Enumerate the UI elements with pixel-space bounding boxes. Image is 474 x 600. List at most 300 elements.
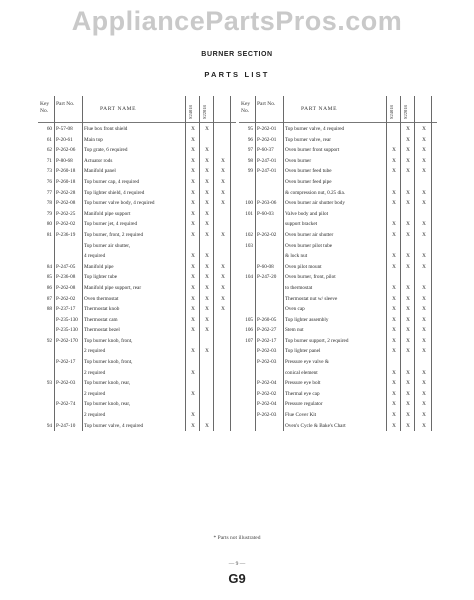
key-cell: 101	[245, 210, 253, 217]
key-cell: 78	[46, 200, 52, 207]
part-name-cell: Top lighter tube	[84, 274, 118, 281]
model-2-mark: X	[205, 306, 209, 313]
model-3-mark: X	[221, 178, 225, 185]
key-cell: 86	[46, 284, 52, 291]
part-name-cell: Flue box front shield	[84, 126, 128, 132]
model-1-mark: X	[191, 210, 195, 217]
table-row	[38, 283, 236, 294]
model-2-mark: X	[406, 412, 410, 419]
part-name-cell: Manifold pipe support	[84, 210, 131, 217]
table-row	[239, 357, 437, 368]
table-row	[239, 378, 437, 389]
key-cell: 61	[46, 136, 52, 143]
table-row	[239, 346, 437, 357]
model-2-mark: X	[406, 295, 410, 302]
part-name-cell: & compression nut, 0.25 dia.	[285, 189, 346, 196]
model-3-mark: X	[422, 263, 426, 270]
model-2-mark: X	[205, 253, 209, 260]
model-2-mark: X	[205, 422, 209, 429]
table-row	[38, 251, 236, 262]
part-name-cell: Top burner knob, rear,	[84, 380, 131, 387]
model-2-mark: X	[406, 189, 410, 196]
part-name-cell: Valve body and pilot	[285, 210, 329, 217]
part-number-cell: P-262-02	[257, 231, 277, 238]
part-number-cell: P-247-20	[257, 274, 277, 281]
part-number-cell: P-262-04	[257, 380, 277, 387]
table-row	[38, 198, 236, 209]
table-row	[239, 124, 437, 135]
model-1-mark: X	[191, 136, 195, 143]
table-row	[38, 357, 236, 368]
table-row	[38, 241, 236, 252]
table-header	[38, 96, 236, 123]
model-1-mark: X	[392, 284, 396, 291]
model-2-mark: X	[205, 316, 209, 323]
part-name-cell: conical element	[285, 369, 318, 376]
model-2-mark: X	[406, 231, 410, 238]
table-row	[38, 399, 236, 410]
part-number-cell: P-263-06	[257, 200, 277, 207]
part-name-cell: 2 required	[84, 390, 106, 397]
parts-rows-right	[239, 124, 437, 431]
table-row	[239, 421, 437, 432]
table-row	[239, 272, 437, 283]
model-2-mark: X	[406, 316, 410, 323]
model-2-mark: X	[205, 168, 209, 175]
key-cell: 105	[245, 316, 253, 323]
model-3-mark: X	[221, 157, 225, 164]
model-1-mark: X	[191, 157, 195, 164]
part-number-cell: P-260-18	[56, 178, 76, 185]
table-row	[239, 399, 437, 410]
part-number-cell: P-262-25	[56, 210, 76, 217]
model-2-mark: X	[205, 210, 209, 217]
model-1-mark: X	[191, 348, 195, 355]
part-name-cell: Oven burner pilot tube	[285, 242, 333, 249]
model-1-mark: X	[191, 422, 195, 429]
part-number-cell: P-260-05	[257, 316, 277, 323]
key-cell: 93	[46, 380, 52, 387]
part-number-cell: P-247-10	[56, 422, 76, 429]
table-row	[239, 156, 437, 167]
table-row	[239, 198, 437, 209]
key-cell: 77	[46, 189, 52, 196]
page-number: — 9 —	[228, 561, 246, 567]
part-name-cell: Top burner support, 2 required	[285, 337, 349, 344]
key-cell: 79	[46, 210, 52, 217]
model-2-mark: X	[406, 390, 410, 397]
model-2-mark: X	[205, 147, 209, 154]
table-row	[38, 389, 236, 400]
model-1-mark: X	[191, 178, 195, 185]
table-row	[38, 135, 236, 146]
part-number-cell: P-60-37	[257, 147, 274, 154]
part-name-cell: Top lighter assembly	[285, 316, 329, 323]
model-3-mark: X	[422, 157, 426, 164]
model-1-mark: X	[191, 327, 195, 334]
table-row	[38, 315, 236, 326]
part-name-cell: Top burner valve, 4 required	[84, 422, 144, 429]
key-cell: 95	[247, 126, 253, 132]
table-row	[38, 219, 236, 230]
header-model-1: S24018	[389, 105, 394, 119]
part-name-cell: to thermostat	[285, 284, 313, 291]
section-title: BURNER SECTION	[201, 51, 273, 58]
key-cell: 106	[245, 327, 253, 334]
table-row	[38, 421, 236, 432]
part-name-cell: Top grate, 6 required	[84, 147, 128, 154]
model-1-mark: X	[392, 168, 396, 175]
part-name-cell: Oven pilot mount	[285, 263, 322, 270]
part-name-cell: Top burner valve, 4 required	[285, 126, 345, 132]
parts-column-left	[38, 96, 236, 431]
part-name-cell: Top burner jet, 4 required	[84, 221, 138, 228]
model-1-mark: X	[392, 422, 396, 429]
key-cell: 81	[46, 231, 52, 238]
part-number-cell: P-20-61	[56, 136, 73, 143]
table-row	[239, 389, 437, 400]
page-code: G9	[228, 571, 246, 586]
part-name-cell: Top lighter panel	[285, 348, 321, 355]
part-name-cell: Oven burner air shutter body	[285, 200, 345, 207]
model-1-mark: X	[392, 369, 396, 376]
table-row	[38, 346, 236, 357]
key-cell: 85	[46, 274, 52, 281]
model-2-mark: X	[205, 221, 209, 228]
key-cell: 73	[46, 168, 52, 175]
table-row	[38, 304, 236, 315]
model-2-mark: X	[205, 284, 209, 291]
model-1-mark: X	[392, 295, 396, 302]
part-number-cell: P-235-130	[56, 327, 78, 334]
table-row	[239, 188, 437, 199]
part-number-cell: P-262-03	[257, 412, 277, 419]
table-row	[239, 304, 437, 315]
table-row	[239, 145, 437, 156]
key-cell: 71	[46, 157, 52, 164]
part-number-cell: P-80-68	[56, 157, 73, 164]
part-number-cell: P-262-74	[56, 401, 76, 408]
model-3-mark: X	[221, 168, 225, 175]
model-2-mark: X	[406, 200, 410, 207]
key-cell: 60	[46, 126, 52, 132]
part-number-cell: P-236-19	[56, 231, 76, 238]
model-1-mark: X	[191, 221, 195, 228]
part-number-cell: P-262-02	[56, 295, 76, 302]
table-row	[239, 209, 437, 220]
part-number-cell: P-262-03	[56, 380, 76, 387]
model-3-mark: X	[422, 337, 426, 344]
header-model-3	[419, 99, 427, 119]
part-number-cell: P-262-03	[257, 348, 277, 355]
table-row	[38, 325, 236, 336]
part-name-cell: Top burner knob, front,	[84, 337, 133, 344]
part-name-cell: Oven burner, front, pilot	[285, 274, 336, 281]
part-name-cell: Oven burner feed pipe	[285, 178, 332, 185]
key-cell: 98	[247, 157, 253, 164]
part-name-cell: Thermostat bezel	[84, 327, 120, 334]
table-row	[38, 177, 236, 188]
model-3-mark: X	[221, 231, 225, 238]
model-1-mark: X	[191, 306, 195, 313]
model-1-mark: X	[191, 390, 195, 397]
table-row	[239, 283, 437, 294]
model-3-mark: X	[221, 200, 225, 207]
model-2-mark: X	[406, 337, 410, 344]
part-number-cell: P-247-05	[56, 263, 76, 270]
part-number-cell: P-262-01	[257, 126, 277, 132]
part-number-cell: P-262-17	[56, 359, 76, 366]
table-row	[38, 378, 236, 389]
key-cell: 96	[247, 136, 253, 143]
model-3-mark: X	[422, 380, 426, 387]
key-cell: 84	[46, 263, 52, 270]
model-3-mark: X	[422, 231, 426, 238]
model-1-mark: X	[392, 390, 396, 397]
part-number-cell: P-262-04	[257, 401, 277, 408]
part-name-cell: Oven burner air shutter	[285, 231, 334, 238]
table-row	[239, 315, 437, 326]
key-cell: 94	[46, 422, 52, 429]
model-3-mark: X	[422, 390, 426, 397]
model-3-mark: X	[422, 147, 426, 154]
part-number-cell: P-57-08	[56, 126, 73, 132]
part-number-cell: P-60-03	[257, 210, 274, 217]
table-row	[239, 135, 437, 146]
parts-rows-left	[38, 124, 236, 431]
key-cell: 80	[46, 221, 52, 228]
key-cell: 62	[46, 147, 52, 154]
parts-column-right	[239, 96, 437, 431]
model-1-mark: X	[392, 231, 396, 238]
part-name-cell: Top burner valve body, 4 required	[84, 200, 155, 207]
table-row	[239, 219, 437, 230]
model-2-mark: X	[406, 263, 410, 270]
part-name-cell: 4 required	[84, 253, 106, 260]
model-2-mark: X	[406, 401, 410, 408]
model-3-mark: X	[422, 401, 426, 408]
model-3-mark: X	[422, 221, 426, 228]
model-1-mark: X	[191, 412, 195, 419]
model-2-mark: X	[406, 253, 410, 260]
part-number-cell: P-247-01	[257, 157, 277, 164]
table-header	[239, 96, 437, 123]
model-3-mark: X	[422, 306, 426, 313]
table-row	[38, 410, 236, 421]
model-3-mark: X	[422, 200, 426, 207]
part-number-cell: P-262-02	[257, 390, 277, 397]
model-2-mark: X	[406, 422, 410, 429]
header-model-2: S22018	[202, 105, 207, 119]
key-cell: 99	[247, 168, 253, 175]
list-title: PARTS LIST	[204, 70, 270, 79]
part-name-cell: Top burner valve, rear	[285, 136, 332, 143]
model-3-mark: X	[422, 422, 426, 429]
part-name-cell: Top burner air shutter,	[84, 242, 131, 249]
model-3-mark: X	[221, 295, 225, 302]
part-name-cell: Oven burner front support	[285, 147, 340, 154]
part-name-cell: Top burner knob, rear,	[84, 401, 131, 408]
table-row	[38, 188, 236, 199]
header-key: Key No.	[241, 101, 251, 114]
table-row	[239, 230, 437, 241]
model-3-mark: X	[221, 274, 225, 281]
key-cell: 103	[245, 242, 253, 249]
table-row	[38, 368, 236, 379]
model-2-mark: X	[406, 284, 410, 291]
header-part: Part No.	[257, 101, 276, 107]
header-model-3	[218, 99, 226, 119]
key-cell: 100	[245, 200, 253, 207]
part-name-cell: Thermostat nut w/ sleeve	[285, 295, 338, 302]
table-row	[239, 325, 437, 336]
part-name-cell: 2 required	[84, 412, 106, 419]
part-name-cell: Stem nut	[285, 327, 304, 334]
part-number-cell: P-262-01	[257, 136, 277, 143]
part-number-cell: P-247-01	[257, 168, 277, 175]
part-number-cell: P-262-170	[56, 337, 78, 344]
part-name-cell: Manifold pipe	[84, 263, 114, 270]
part-number-cell: P-262-06	[56, 147, 76, 154]
table-row	[239, 251, 437, 262]
model-1-mark: X	[191, 200, 195, 207]
part-name-cell: Actuator rods	[84, 157, 113, 164]
table-row	[38, 336, 236, 347]
part-number-cell: P-60-08	[257, 263, 274, 270]
key-cell: 104	[245, 274, 253, 281]
model-3-mark: X	[422, 295, 426, 302]
model-2-mark: X	[205, 274, 209, 281]
model-1-mark: X	[392, 412, 396, 419]
part-name-cell: Pressure eye valve &	[285, 359, 329, 366]
part-name-cell: Top burner cap, 4 required	[84, 178, 140, 185]
model-2-mark: X	[205, 263, 209, 270]
part-name-cell: Manifold pipe support, rear	[84, 284, 142, 291]
model-1-mark: X	[392, 253, 396, 260]
model-1-mark: X	[191, 231, 195, 238]
table-row	[38, 262, 236, 273]
model-2-mark: X	[406, 369, 410, 376]
model-1-mark: X	[191, 126, 195, 132]
part-name-cell: Pressure regulator	[285, 401, 323, 408]
table-row	[38, 145, 236, 156]
model-2-mark: X	[205, 126, 209, 132]
part-name-cell: Oven burner feed tube	[285, 168, 332, 175]
part-number-cell: P-236-08	[56, 274, 76, 281]
table-row	[239, 336, 437, 347]
key-cell: 107	[245, 337, 253, 344]
model-3-mark: X	[422, 168, 426, 175]
model-2-mark: X	[205, 231, 209, 238]
part-name-cell: Oven's Cycle & Bake's Chart	[285, 422, 346, 429]
model-1-mark: X	[392, 157, 396, 164]
part-number-cell: P-262-02	[56, 221, 76, 228]
model-1-mark: X	[191, 274, 195, 281]
table-row	[38, 230, 236, 241]
header-key: Key No.	[40, 101, 50, 114]
table-row	[38, 209, 236, 220]
part-number-cell: P-260-18	[56, 168, 76, 175]
part-name-cell: Top lighter shield, 4 required	[84, 189, 145, 196]
part-name-cell: Oven thermostat	[84, 295, 119, 302]
table-row	[239, 294, 437, 305]
key-cell: 88	[46, 306, 52, 313]
header-model-1: S24018	[188, 105, 193, 119]
part-number-cell: P-262-17	[257, 337, 277, 344]
model-1-mark: X	[392, 380, 396, 387]
model-1-mark: X	[392, 306, 396, 313]
part-name-cell: Main top	[84, 136, 103, 143]
part-number-cell: P-262-28	[56, 189, 76, 196]
model-1-mark: X	[392, 221, 396, 228]
table-row	[239, 166, 437, 177]
model-1-mark: X	[191, 147, 195, 154]
watermark: AppliancePartsPros.com	[71, 6, 403, 36]
table-row	[239, 241, 437, 252]
part-name-cell: & lock nut	[285, 253, 308, 260]
model-1-mark: X	[191, 189, 195, 196]
model-1-mark: X	[191, 369, 195, 376]
part-name-cell: Thermostat knob	[84, 306, 120, 313]
model-1-mark: X	[392, 200, 396, 207]
model-3-mark: X	[422, 316, 426, 323]
model-2-mark: X	[406, 306, 410, 313]
model-1-mark: X	[392, 337, 396, 344]
table-row	[239, 410, 437, 421]
part-name-cell: Top burner, front, 2 required	[84, 231, 144, 238]
model-1-mark: X	[392, 401, 396, 408]
key-cell: 102	[245, 231, 253, 238]
model-2-mark: X	[205, 295, 209, 302]
model-2-mark: X	[406, 136, 410, 143]
model-1-mark: X	[392, 147, 396, 154]
model-3-mark: X	[422, 327, 426, 334]
table-row	[38, 166, 236, 177]
model-1-mark: X	[392, 348, 396, 355]
part-number-cell: P-262-08	[56, 284, 76, 291]
model-3-mark: X	[422, 189, 426, 196]
part-number-cell: P-235-130	[56, 316, 78, 323]
part-number-cell: P-237-17	[56, 306, 76, 313]
model-3-mark: X	[221, 189, 225, 196]
model-1-mark: X	[191, 253, 195, 260]
part-name-cell: Manifold panel	[84, 168, 116, 175]
model-3-mark: X	[221, 263, 225, 270]
part-number-cell: P-262-08	[56, 200, 76, 207]
table-row	[38, 156, 236, 167]
model-1-mark: X	[191, 168, 195, 175]
model-3-mark: X	[422, 253, 426, 260]
model-2-mark: X	[406, 126, 410, 132]
key-cell: 97	[247, 147, 253, 154]
part-number-cell: P-262-27	[257, 327, 277, 334]
model-2-mark: X	[205, 327, 209, 334]
table-row	[239, 368, 437, 379]
model-1-mark: X	[392, 327, 396, 334]
part-name-cell: Thermostat cam	[84, 316, 118, 323]
model-2-mark: X	[406, 157, 410, 164]
part-name-cell: 2 required	[84, 348, 106, 355]
part-name-cell: Oven burner	[285, 157, 312, 164]
header-name: PART NAME	[301, 106, 338, 112]
model-2-mark: X	[205, 348, 209, 355]
part-name-cell: support bracket	[285, 221, 318, 228]
model-2-mark: X	[406, 380, 410, 387]
table-row	[239, 262, 437, 273]
model-1-mark: X	[392, 263, 396, 270]
part-name-cell: Thermal eye cap	[285, 390, 320, 397]
model-3-mark: X	[422, 284, 426, 291]
